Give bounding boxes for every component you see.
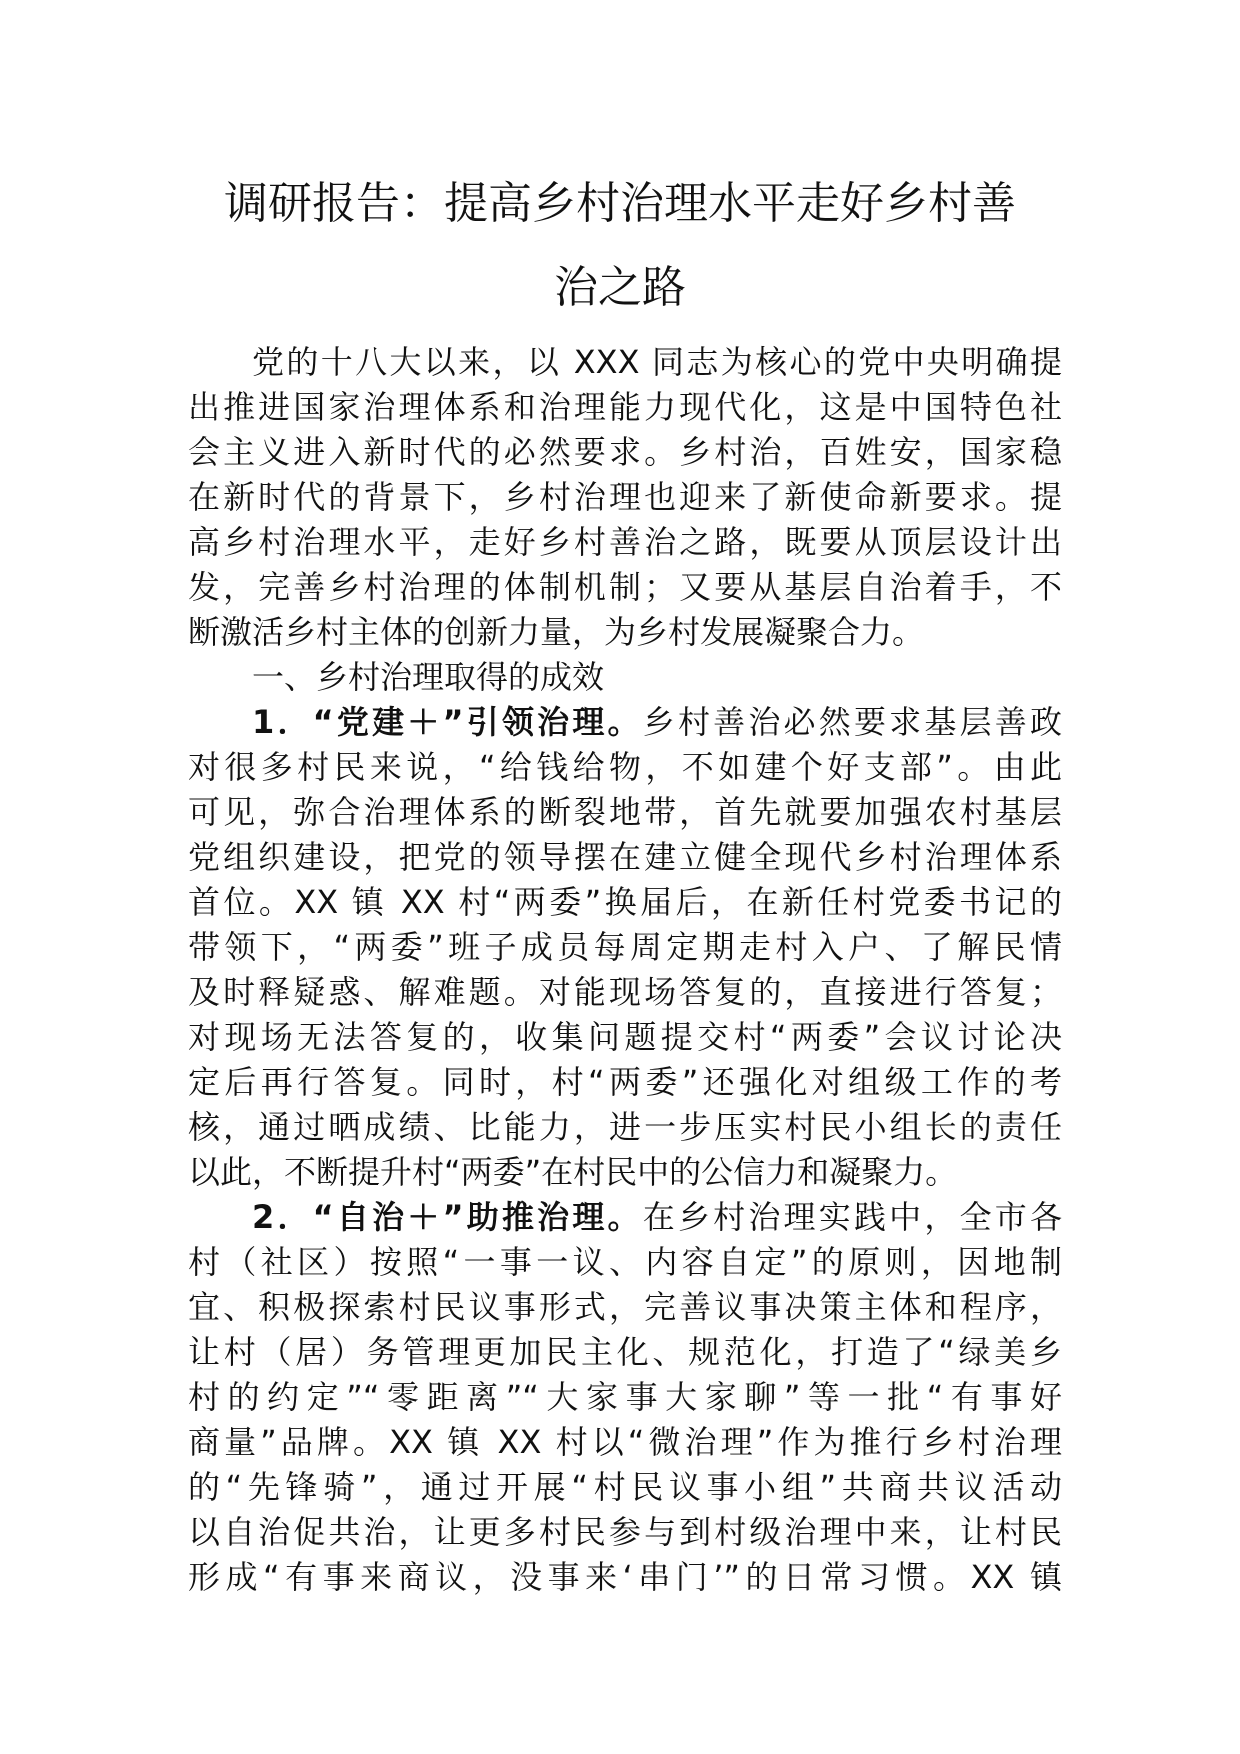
paragraph-2-line-4: 党组织建设，把党的领导摆在建立健全现代乡村治理体系 [188,838,1062,876]
paragraph-2-line-11: 以此，不断提升村“两委”在村民中的公信力和凝聚力。 [188,1153,958,1191]
paragraph-3-line-5: 村的约定”“零距离”“大家事大家聊”等一批“有事好 [188,1378,1062,1416]
paragraph-2-line-9: 定后再行答复。同时，村“两委”还强化对组级工作的考 [188,1063,1062,1101]
paragraph-1-line-5: 高乡村治理水平，走好乡村善治之路，既要从顶层设计出 [188,523,1062,561]
paragraph-2-line-5: 首位。XX 镇 XX 村“两委”换届后，在新任村党委书记的 [188,883,1062,921]
paragraph-3-line-1 [188,1195,1062,1240]
document-title-line-1: 调研报告：提高乡村治理水平走好乡村善 [224,178,1016,229]
paragraph-1-line-4: 在新时代的背景下，乡村治理也迎来了新使命新要求。提 [188,478,1062,516]
paragraph-3-line-2: 村（社区）按照“一事一议、内容自定”的原则，因地制 [188,1243,1062,1281]
paragraph-2-line-10: 核，通过晒成绩、比能力，进一步压实村民小组长的责任 [188,1108,1062,1146]
paragraph-2-line-8: 对现场无法答复的，收集问题提交村“两委”会议讨论决 [188,1018,1062,1056]
paragraph-3-line-7: 的“先锋骑”，通过开展“村民议事小组”共商共议活动 [188,1468,1062,1506]
paragraph-3-line-8: 以自治促共治，让更多村民参与到村级治理中来，让村民 [188,1513,1062,1551]
point-1-heading: 1．“党建＋”引领治理。 [252,703,643,741]
paragraph-3-line-4: 让村（居）务管理更加民主化、规范化，打造了“绿美乡 [188,1333,1062,1371]
paragraph-1-line-2: 出推进国家治理体系和治理能力现代化，这是中国特色社 [188,388,1062,426]
document-title-line-2: 治之路 [554,262,686,313]
point-1-lead: 乡村善治必然要求基层善政 [642,703,1062,741]
paragraph-3-line-6: 商量”品牌。XX 镇 XX 村以“微治理”作为推行乡村治理 [188,1423,1062,1461]
point-2-heading: 2．“自治＋”助推治理。 [252,1198,643,1236]
paragraph-3-line-3: 宜、积极探索村民议事形式，完善议事决策主体和程序， [188,1288,1062,1326]
paragraph-2-line-7: 及时释疑惑、解难题。对能现场答复的，直接进行答复； [188,973,1062,1011]
paragraph-1-line-3: 会主义进入新时代的必然要求。乡村治，百姓安，国家稳 [188,433,1062,471]
paragraph-3-line-9: 形成“有事来商议，没事来‘串门’”的日常习惯。XX 镇 [188,1558,1062,1596]
paragraph-2-line-1 [188,700,1062,745]
document-body [188,340,1062,1600]
paragraph-1-line-1: 党的十八大以来，以 XXX 同志为核心的党中央明确提 [252,343,1062,381]
paragraph-2-line-3: 可见，弥合治理体系的断裂地带，首先就要加强农村基层 [188,793,1062,831]
paragraph-2-line-6: 带领下，“两委”班子成员每周定期走村入户、了解民情 [188,928,1062,966]
paragraph-2-line-2: 对很多村民来说，“给钱给物，不如建个好支部”。由此 [188,748,1062,786]
paragraph-1-line-6: 发，完善乡村治理的体制机制；又要从基层自治着手，不 [188,568,1062,606]
section-heading-1: 一、乡村治理取得的成效 [252,658,605,696]
paragraph-1-line-7: 断激活乡村主体的创新力量，为乡村发展凝聚合力。 [188,613,925,651]
point-2-lead: 在乡村治理实践中，全市各 [642,1198,1062,1236]
